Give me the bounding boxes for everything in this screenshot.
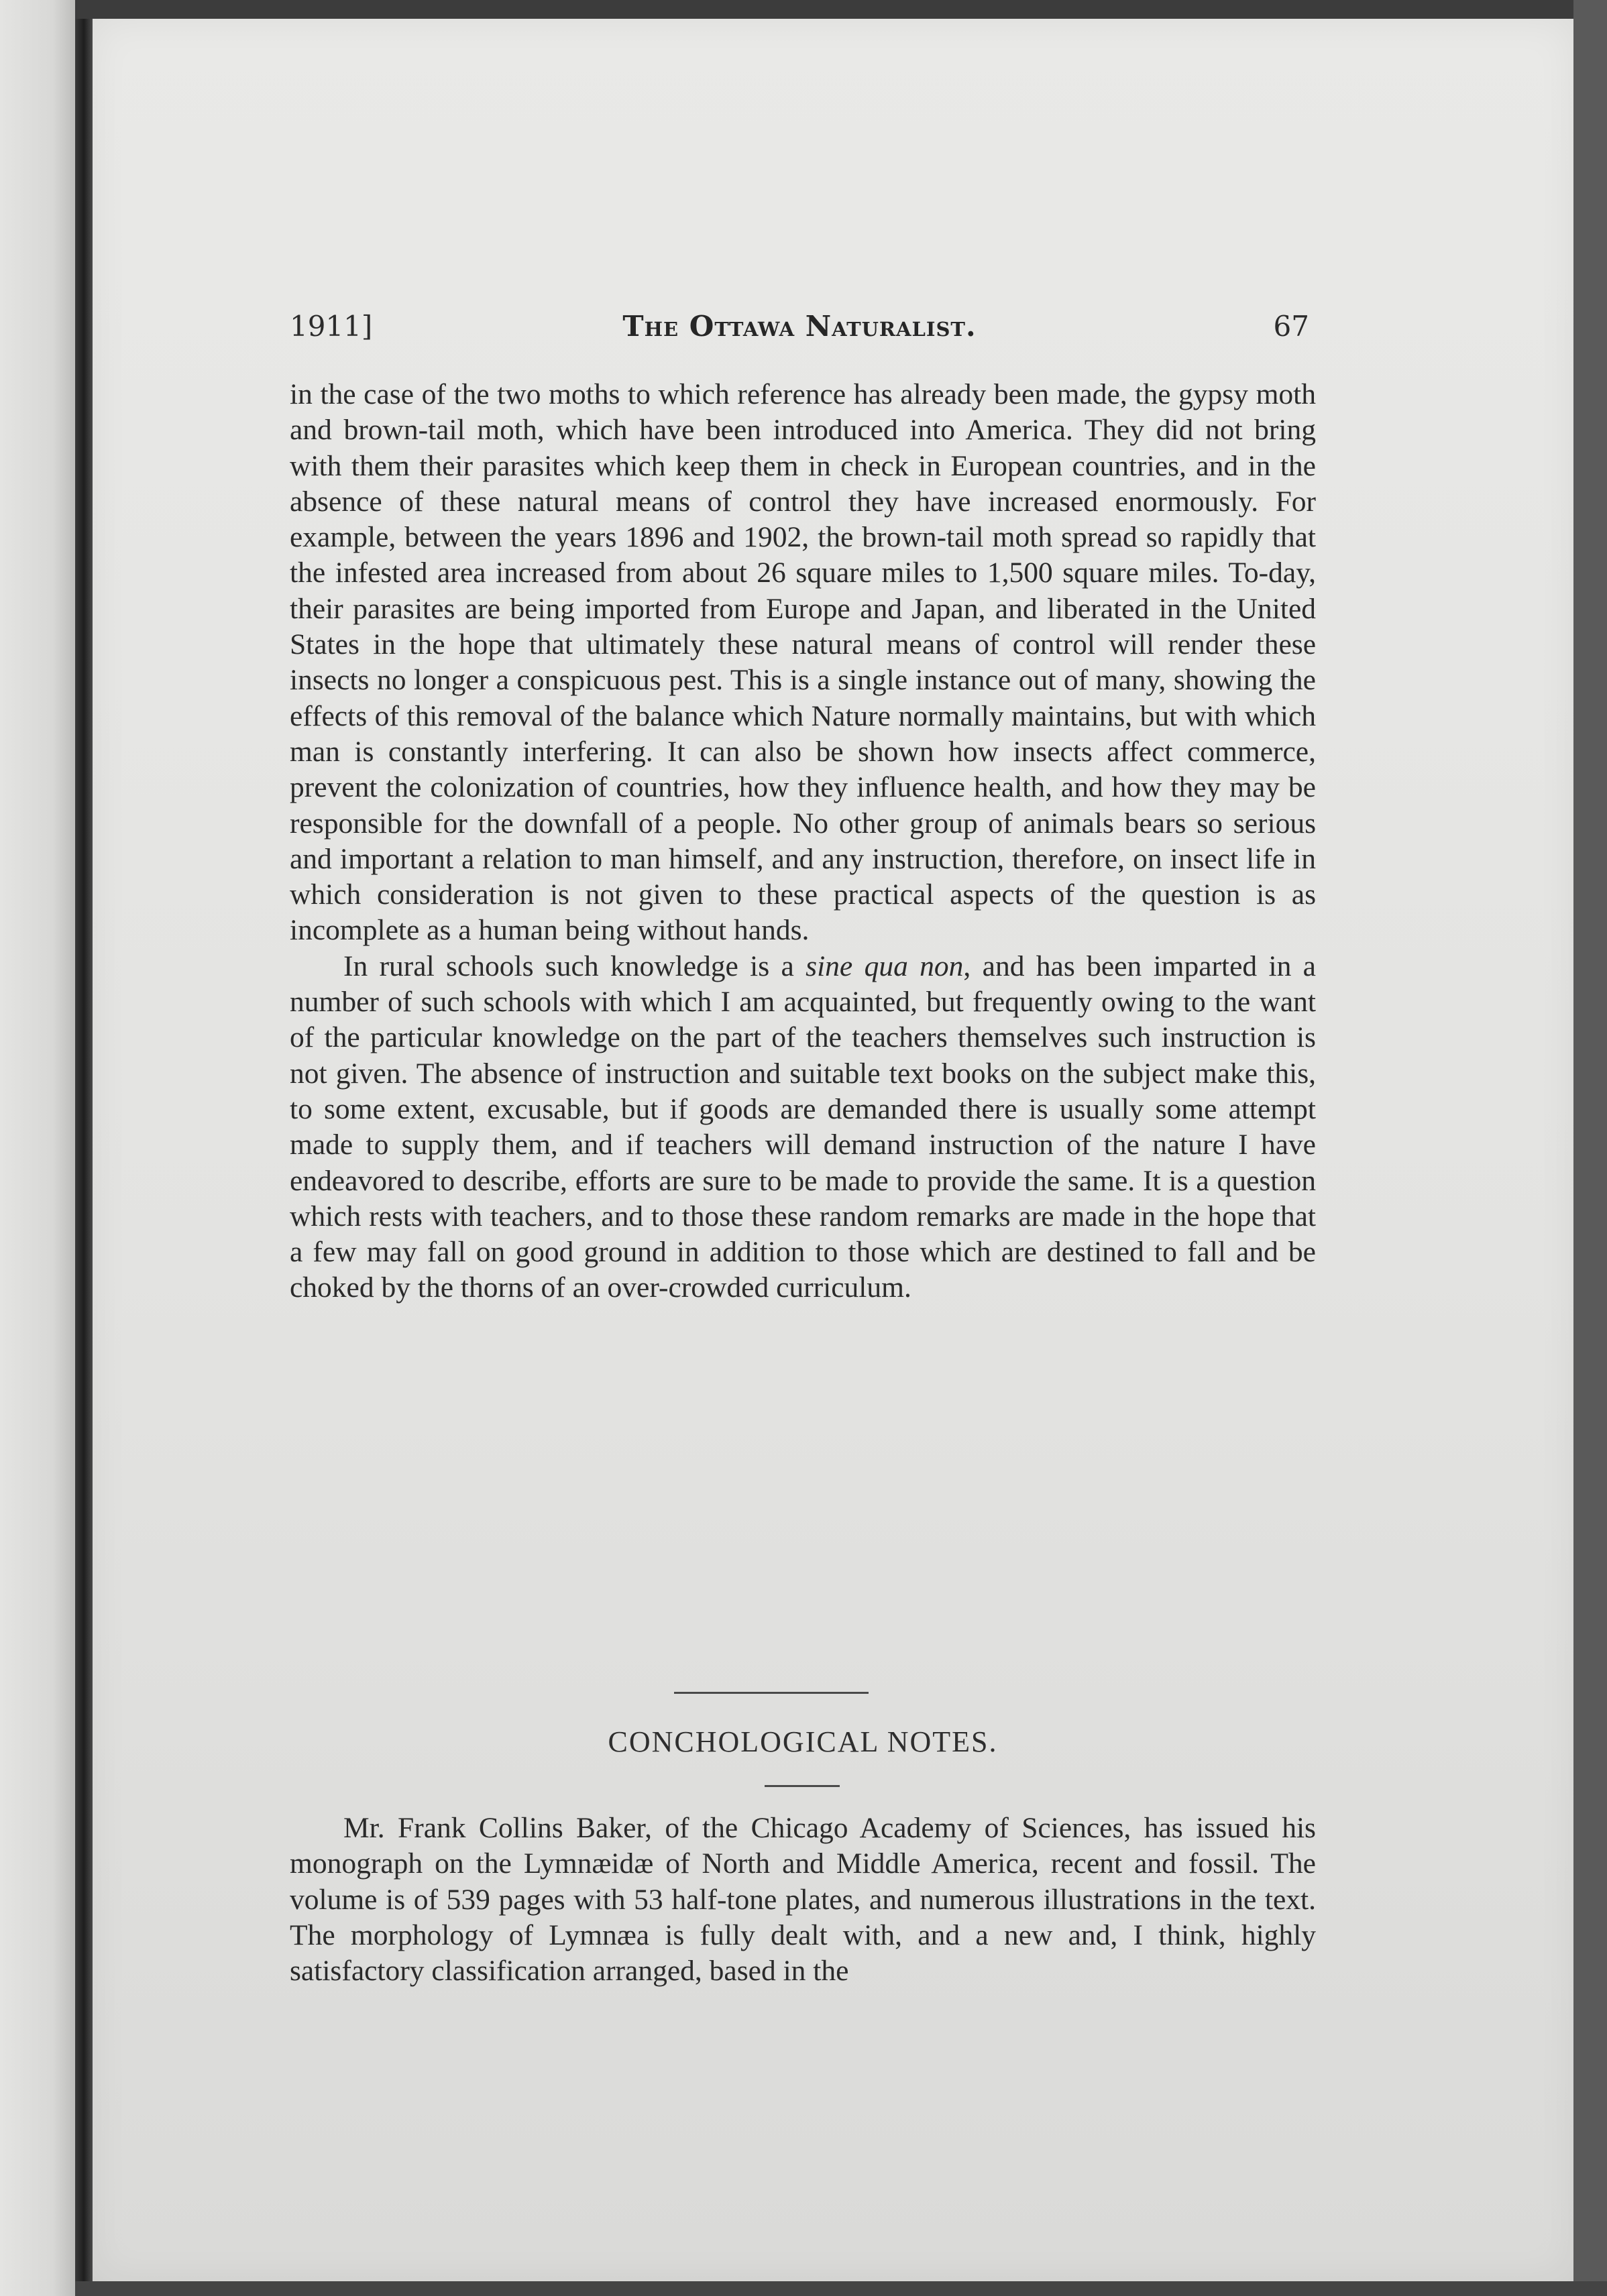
paragraph-continued: in the case of the two moths to which reference has already been made, the gypsy moth and brown-tail moth, which have been introduced into America. They did not bring with them their parasites which keep them in check in European countries, and in the absence of these natural means of control they have increased enormously. For example, between the years 1896 and 1902, the brown-tail moth spread so rapidly that the infested area increased from about 26 square miles to 1,500 square miles. To-day, their parasites are being imported from Europe and Japan, and liberated in the United States in the hope that ultimately these natural means of control will render these insects no longer a conspicuous pest. This is a single instance out of many, showing the effects of this removal of the balance which Nature normally maintains, but with which man is constantly interfering. It can also be shown how insects affect commerce, prevent the colonization of countries, how they influence health, and how they may be responsible for the downfall of a people. No other group of animals bears so serious and important a relation to man himself, and any instruction, therefore, on insect life in which consideration is not given to these practical aspects of the question is as incomplete as a human being without hands. [290, 378, 1316, 947]
running-head-year: 1911] [290, 310, 373, 343]
section-divider-rule [674, 1692, 869, 1694]
running-head-journal-title: The Ottawa Naturalist. [622, 310, 977, 343]
latin-phrase: sine qua non [806, 950, 964, 982]
left-page-margin [0, 0, 75, 2296]
article-body [290, 377, 1316, 1306]
paragraph-rural-schools-rest: , and has been imparted in a number of such schools with which I am acquainted, but frequently owing to the want of the particular knowledge on the part of the teachers themselves such instruction is not given. The absence of instruction and suitable text books on the subject make this, to some extent, excusable, but if goods are demanded there is usually some attempt made to supply them, and if teachers will demand instruction of the nature I have endeavored to describe, efforts are sure to be made to provide the same. It is a question which rests with teachers, and to those these random remarks are made in the hope that a few may fall on good ground in addition to those which are destined to fall and be choked by the thorns of an over-crowded curriculum. [290, 950, 1316, 1304]
bottom-scan-edge [75, 2281, 1607, 2296]
binding-gutter [75, 0, 93, 2296]
section-body [290, 1811, 1316, 1989]
running-head [290, 300, 1309, 354]
paragraph-rural-schools-start: In rural schools such knowledge is a [343, 950, 806, 982]
page-number: 67 [1273, 310, 1309, 343]
paragraph-rural-schools [290, 949, 1316, 1306]
right-scan-edge [1573, 0, 1607, 2296]
section-title: CONCHOLOGICAL NOTES. [608, 1725, 998, 1758]
section-title-underline [765, 1785, 840, 1787]
paragraph-conchological: Mr. Frank Collins Baker, of the Chicago Academy of Sciences, has issued his monograph on the Lymnæidæ of North and Middle America, recent and fossil. The volume is of 539 pages with 53 half-tone plates, and numerous illustrations in the text. The morphology of Lymnæa is fully dealt with, and a new and, I think, highly satisfactory classification arranged, based in the [290, 1812, 1316, 1988]
top-scan-edge [75, 0, 1607, 19]
